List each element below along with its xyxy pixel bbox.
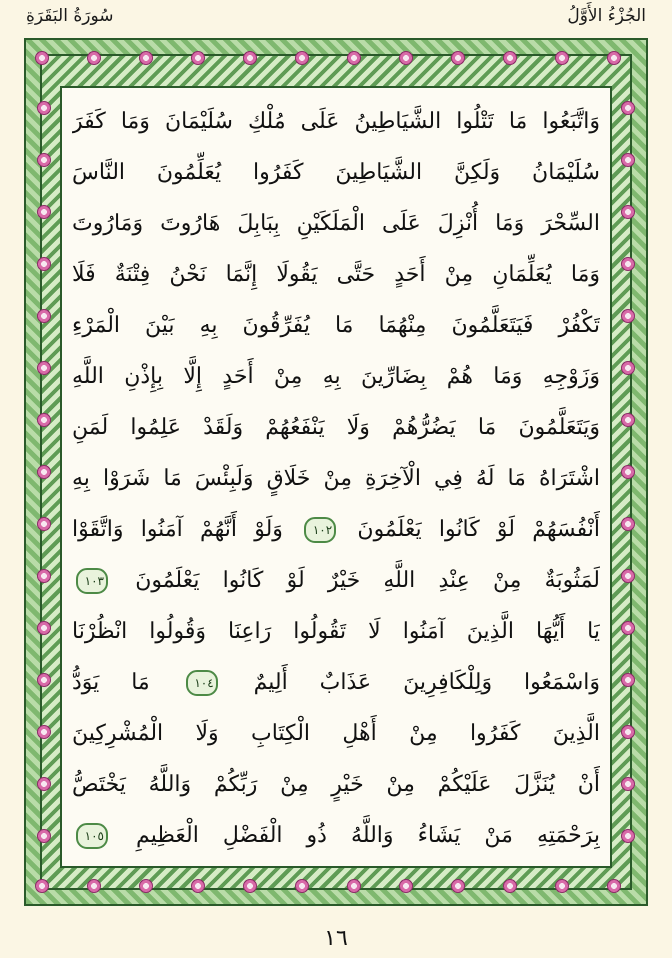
verse-text: أَنْفُسَهُمْ لَوْ كَانُوا يَعْلَمُونَ — [357, 517, 600, 542]
verse-text: يَا أَيُّهَا الَّذِينَ آمَنُوا لَا تَقُولُوا رَاعِنَا وَقُولُوا انْظُرْنَا — [72, 619, 600, 644]
verse-line — [72, 402, 600, 453]
surah-title: سُورَةُ البَقَرَةِ — [26, 6, 114, 26]
verse-line — [72, 555, 600, 606]
rosette-ornament — [607, 51, 621, 65]
verse-line — [72, 657, 600, 708]
rosette-ornament — [621, 153, 635, 167]
verse-text: لَمَثُوبَةٌ مِنْ عِنْدِ اللَّهِ خَيْرٌ لَوْ كَانُوا يَعْلَمُونَ — [135, 568, 600, 593]
ayah-marker: ١٠٤ — [186, 670, 218, 696]
juz-title: الجُزْءُ الأَوَّلُ — [567, 6, 646, 26]
verse-line — [72, 198, 600, 249]
rosette-ornament — [451, 51, 465, 65]
verse-line — [72, 708, 600, 759]
rosette-ornament — [621, 725, 635, 739]
rosette-ornament — [621, 569, 635, 583]
rosette-ornament — [621, 205, 635, 219]
rosette-ornament — [399, 51, 413, 65]
rosette-ornament — [37, 413, 51, 427]
rosette-ornament — [139, 51, 153, 65]
rosette-ornament — [37, 673, 51, 687]
rosette-ornament — [191, 51, 205, 65]
rosette-ornament — [37, 361, 51, 375]
verse-line — [72, 504, 600, 555]
verse-line — [72, 351, 600, 402]
rosette-ornament — [503, 51, 517, 65]
verse-line — [72, 96, 600, 147]
verse-line — [72, 249, 600, 300]
verse-line — [72, 453, 600, 504]
rosette-ornament — [37, 257, 51, 271]
verse-text: أَنْ يُنَزَّلَ عَلَيْكُمْ مِنْ خَيْرٍ مِنْ رَبِّكُمْ وَاللَّهُ يَخْتَصُّ — [72, 772, 600, 797]
verse-line — [72, 606, 600, 657]
verse-line — [72, 759, 600, 810]
rosette-ornament — [503, 879, 517, 893]
verse-text: وَزَوْجِهِ وَمَا هُمْ بِضَارِّينَ بِهِ مِنْ أَحَدٍ إِلَّا بِإِذْنِ اللَّهِ — [72, 364, 600, 389]
ayah-marker: ١٠٥ — [76, 823, 108, 849]
rosette-ornament — [555, 879, 569, 893]
verse-line — [72, 810, 600, 861]
rosette-ornament — [37, 829, 51, 843]
verse-text: وَلَوْ أَنَّهُمْ آمَنُوا وَاتَّقَوْا — [72, 517, 283, 542]
rosette-ornament — [87, 51, 101, 65]
rosette-ornament — [37, 725, 51, 739]
rosette-ornament — [295, 879, 309, 893]
ayah-marker: ١٠٢ — [304, 517, 336, 543]
rosette-ornament — [399, 879, 413, 893]
verse-text: سُلَيْمَانُ وَلَكِنَّ الشَّيَاطِينَ كَفَرُوا يُعَلِّمُونَ النَّاسَ — [72, 160, 600, 185]
verse-text: وَاتَّبَعُوا مَا تَتْلُوا الشَّيَاطِينُ عَلَى مُلْكِ سُلَيْمَانَ وَمَا كَفَرَ — [72, 109, 600, 134]
verse-text: اشْتَرَاهُ مَا لَهُ فِي الْآخِرَةِ مِنْ خَلَاقٍ وَلَبِئْسَ مَا شَرَوْا بِهِ — [72, 466, 600, 491]
rosette-ornament — [139, 879, 153, 893]
rosette-ornament — [243, 51, 257, 65]
verse-text: وَيَتَعَلَّمُونَ مَا يَضُرُّهُمْ وَلَا يَنْفَعُهُمْ وَلَقَدْ عَلِمُوا لَمَنِ — [72, 415, 600, 440]
rosette-ornament — [621, 465, 635, 479]
page-number: ١٦ — [324, 926, 348, 951]
verse-text: بِرَحْمَتِهِ مَنْ يَشَاءُ وَاللَّهُ ذُو الْفَضْلِ الْعَظِيمِ — [136, 823, 600, 848]
rosette-ornament — [347, 51, 361, 65]
rosette-ornament — [621, 361, 635, 375]
rosette-ornament — [621, 673, 635, 687]
rosette-ornament — [295, 51, 309, 65]
verse-text: تَكْفُرْ فَيَتَعَلَّمُونَ مِنْهُمَا مَا يُفَرِّقُونَ بِهِ بَيْنَ الْمَرْءِ — [72, 313, 600, 338]
rosette-ornament — [37, 465, 51, 479]
rosette-ornament — [191, 879, 205, 893]
text-panel — [60, 86, 612, 868]
rosette-ornament — [621, 777, 635, 791]
rosette-ornament — [621, 621, 635, 635]
verse-text: السِّحْرَ وَمَا أُنْزِلَ عَلَى الْمَلَكَيْنِ بِبَابِلَ هَارُوتَ وَمَارُوتَ — [72, 211, 600, 236]
rosette-ornament — [37, 621, 51, 635]
rosette-ornament — [35, 51, 49, 65]
rosette-ornament — [621, 517, 635, 531]
rosette-ornament — [37, 569, 51, 583]
rosette-ornament — [607, 879, 621, 893]
rosette-ornament — [621, 257, 635, 271]
page-header — [0, 0, 672, 40]
verse-lines — [72, 96, 600, 861]
rosette-ornament — [621, 829, 635, 843]
rosette-ornament — [87, 879, 101, 893]
rosette-ornament — [451, 879, 465, 893]
verse-text: مَا يَوَدُّ — [72, 670, 150, 695]
verse-text: وَمَا يُعَلِّمَانِ مِنْ أَحَدٍ حَتَّى يَقُولَا إِنَّمَا نَحْنُ فِتْنَةٌ فَلَا — [72, 262, 600, 287]
verse-text: وَاسْمَعُوا وَلِلْكَافِرِينَ عَذَابٌ أَلِيمٌ — [253, 670, 600, 695]
rosette-ornament — [555, 51, 569, 65]
verse-line — [72, 300, 600, 351]
verse-line — [72, 147, 600, 198]
rosette-ornament — [621, 309, 635, 323]
rosette-ornament — [37, 153, 51, 167]
rosette-ornament — [35, 879, 49, 893]
rosette-ornament — [347, 879, 361, 893]
rosette-ornament — [37, 517, 51, 531]
rosette-ornament — [621, 101, 635, 115]
rosette-ornament — [37, 309, 51, 323]
rosette-ornament — [37, 205, 51, 219]
verse-text: الَّذِينَ كَفَرُوا مِنْ أَهْلِ الْكِتَابِ وَلَا الْمُشْرِكِينَ — [72, 721, 600, 746]
rosette-ornament — [37, 101, 51, 115]
ayah-marker: ١٠٣ — [76, 568, 108, 594]
rosette-ornament — [37, 777, 51, 791]
rosette-ornament — [621, 413, 635, 427]
rosette-ornament — [243, 879, 257, 893]
